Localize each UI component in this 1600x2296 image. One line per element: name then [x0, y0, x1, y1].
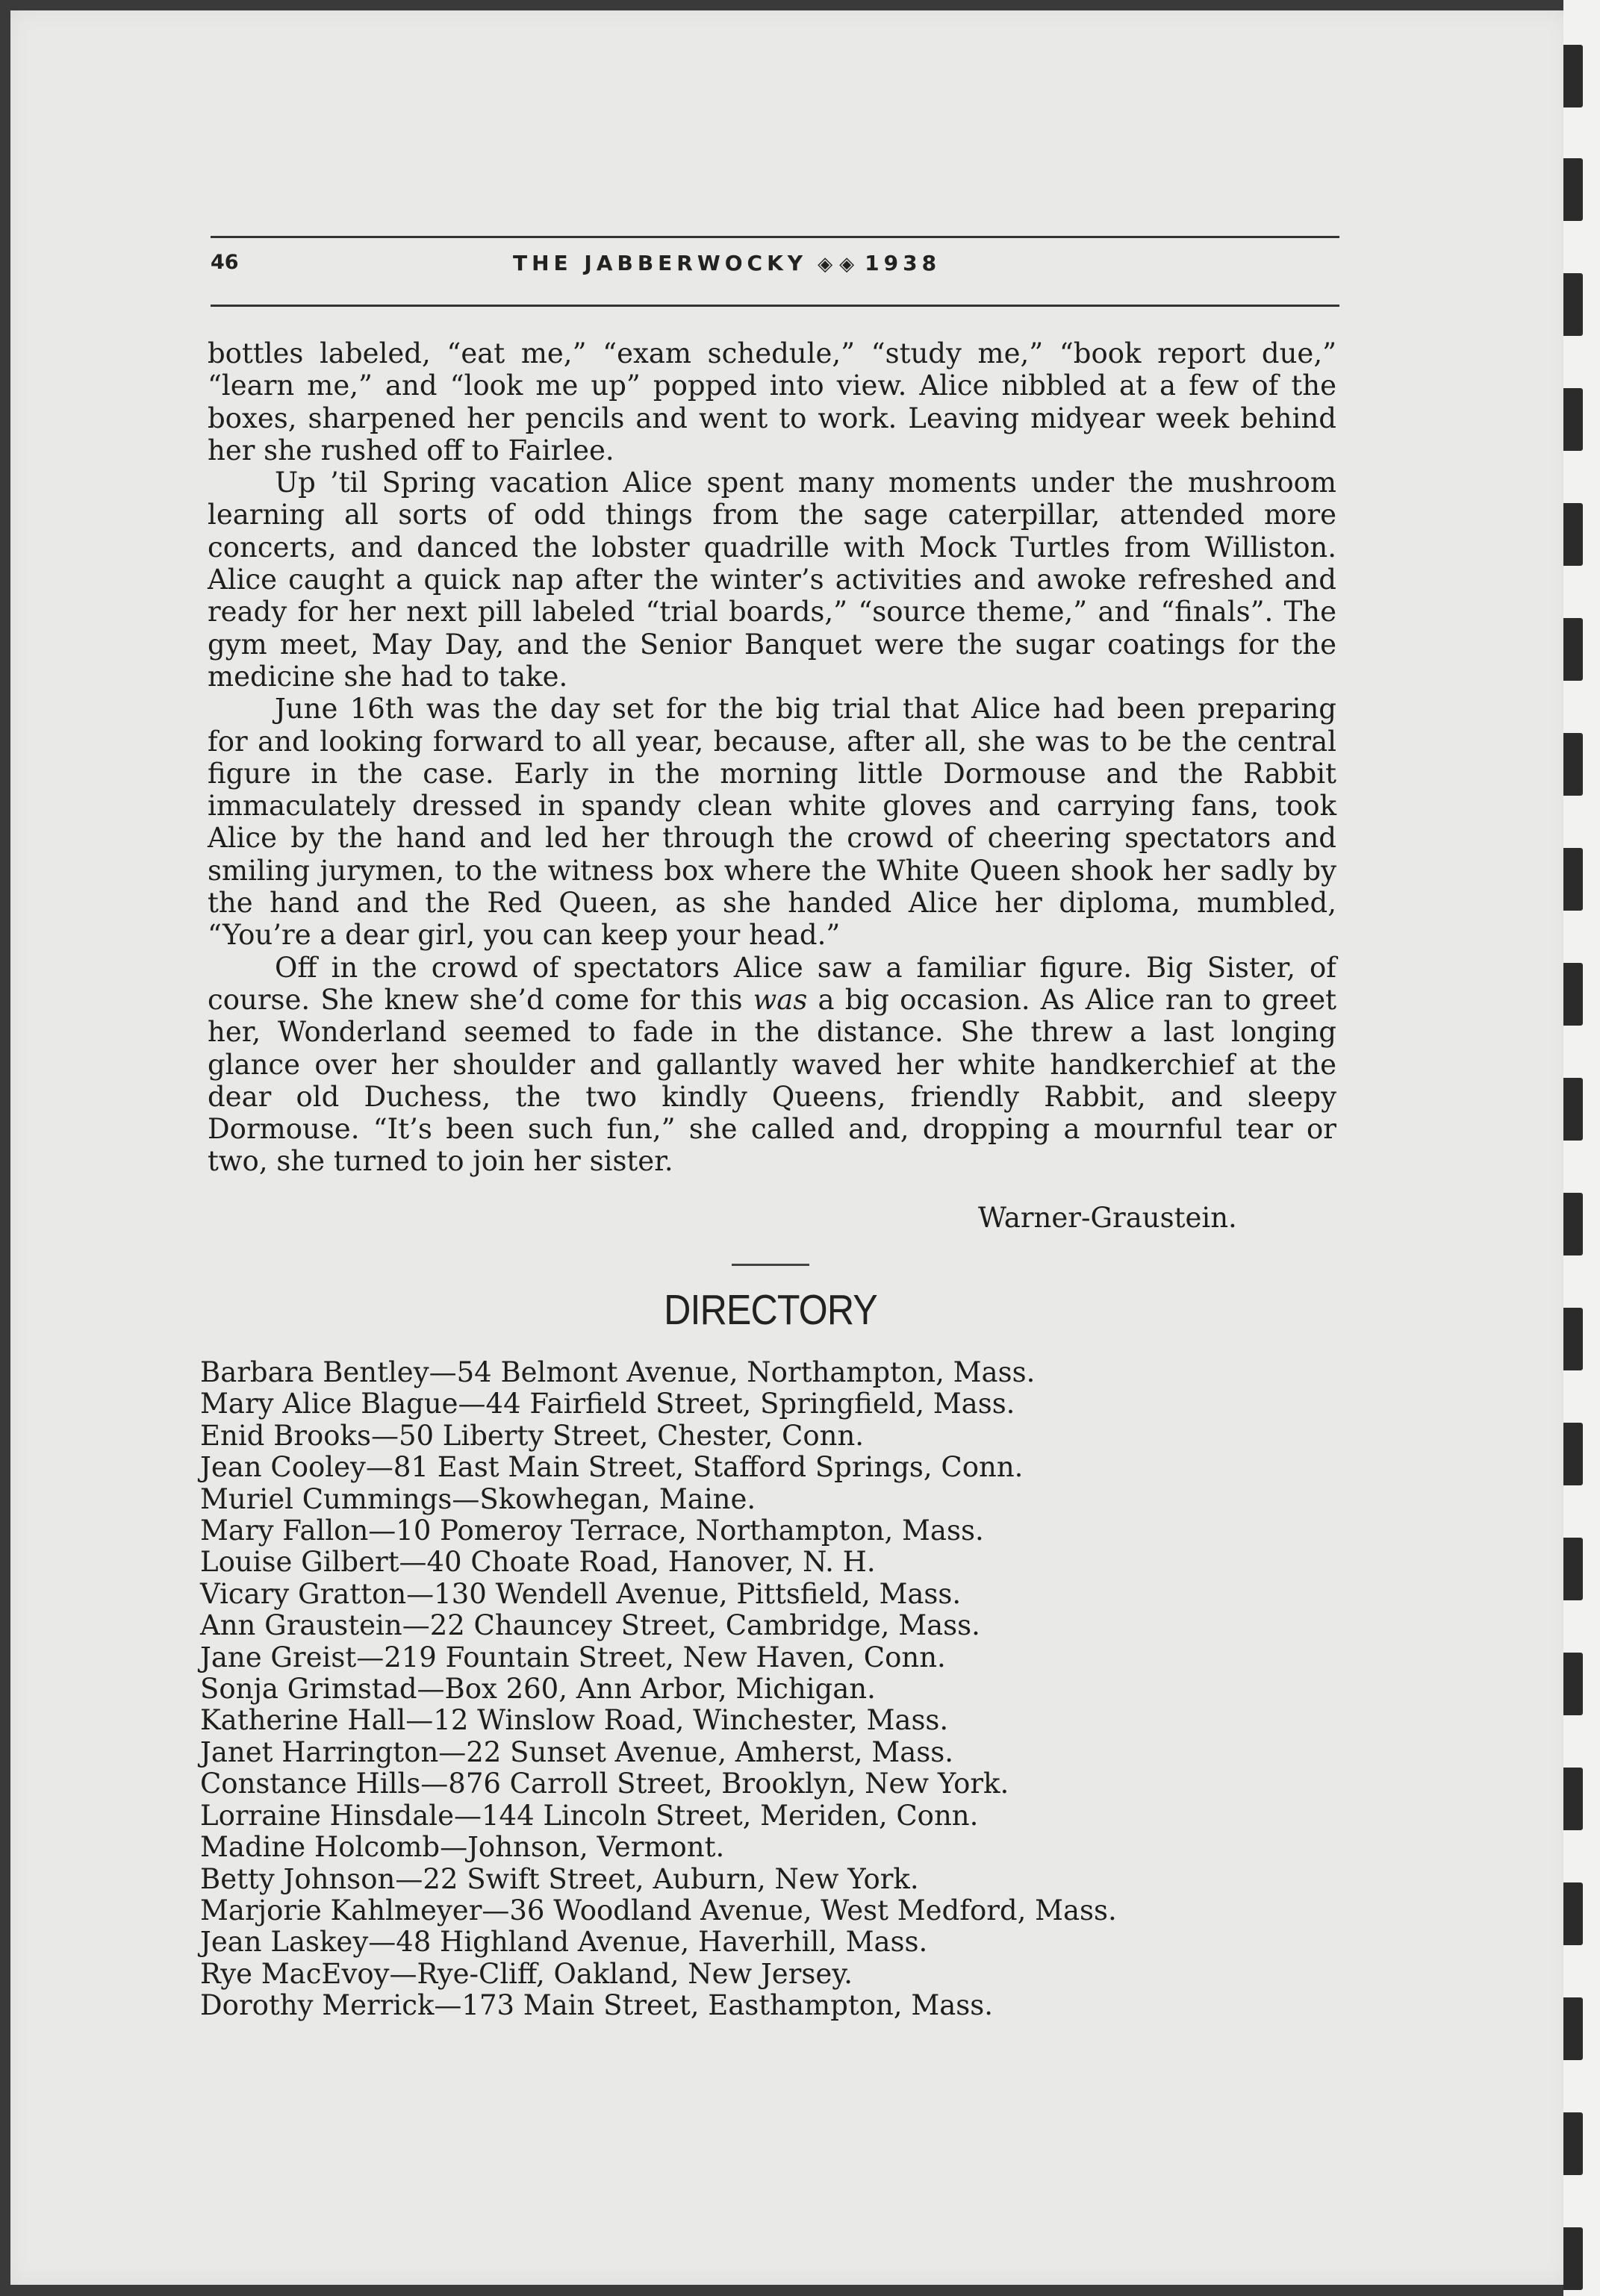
directory-entry: Rye MacEvoy—Rye-Cliff, Oakland, New Jersey. [200, 1957, 853, 1990]
binding-hole [1563, 618, 1583, 681]
directory-entry: Madine Holcomb—Johnson, Vermont. [200, 1831, 725, 1864]
directory-entry: Enid Brooks—50 Liberty Street, Chester, Conn. [200, 1419, 865, 1452]
article-paragraph: bottles labeled, “eat me,” “exam schedule,” “study me,” “book report due,” “learn me,” and “look me up” popped into view. Alice nibbled at a few of the boxes, sharpened her pencils and went to work. Leaving midyear week behind her she rushed off to Fairlee. [208, 337, 1336, 467]
directory-entry: Lorraine Hinsdale—144 Lincoln Street, Meriden, Conn. [200, 1799, 979, 1832]
publication-year: 1938 [865, 251, 941, 275]
binding-hole [1563, 388, 1583, 451]
binding-hole [1563, 848, 1583, 911]
author-signature: Warner-Graustein. [978, 1202, 1237, 1234]
binding-hole [1563, 2227, 1583, 2290]
diamond-ornament: ◈ ◈ [818, 253, 855, 275]
binding-hole [1563, 2112, 1583, 2175]
paragraph-text: Off in the crowd of spectators Alice saw a familiar figure. Big Sister, of course. She knew she’d come for this [208, 951, 1336, 1016]
binding-hole [1563, 1653, 1583, 1715]
spiral-binding [1563, 0, 1600, 2296]
binding-hole [1563, 503, 1583, 566]
section-divider [732, 1264, 809, 1266]
directory-entry: Vicary Gratton—130 Wendell Avenue, Pittsfield, Mass. [200, 1577, 962, 1610]
directory-entry: Mary Alice Blague—44 Fairfield Street, Springfield, Mass. [200, 1388, 1015, 1420]
journal-name: THE JABBERWOCKY [513, 251, 808, 275]
directory-entry: Marjorie Kahlmeyer—36 Woodland Avenue, West Medford, Mass. [200, 1894, 1117, 1927]
binding-hole [1563, 733, 1583, 796]
binding-hole [1563, 273, 1583, 336]
article-paragraph [208, 952, 1336, 1178]
directory-entry: Jean Laskey—48 Highland Avenue, Haverhill, Mass. [200, 1926, 928, 1959]
binding-hole [1563, 1882, 1583, 1945]
paragraph-text: a big occasion. As Alice ran to greet her, Wonderland seemed to fade in the distance. She threw a last longing glance over her shoulder and gallantly waved her white handkerchief at the dear old Duchess, the two kindly Queens, friendly Rabbit, and sleepy Dormouse. “It’s been such fun,” she called and, dropping a mournful tear or two, she turned to join her sister. [208, 983, 1336, 1178]
directory-entry: Louise Gilbert—40 Choate Road, Hanover, N. H. [200, 1546, 876, 1579]
header-top-rule [211, 236, 1339, 238]
publication-title [513, 251, 941, 275]
binding-hole [1563, 45, 1583, 107]
directory-entry: Betty Johnson—22 Swift Street, Auburn, New York. [200, 1862, 919, 1895]
binding-hole [1563, 1997, 1583, 2060]
directory-entry: Jane Greist—219 Fountain Street, New Haven, Conn. [200, 1641, 946, 1673]
directory-entry: Sonja Grimstad—Box 260, Ann Arbor, Michigan. [200, 1673, 876, 1706]
binding-hole [1563, 158, 1583, 221]
directory-entry: Katherine Hall—12 Winslow Road, Winchester, Mass. [200, 1704, 949, 1737]
page-number: 46 [211, 251, 239, 274]
binding-hole [1563, 1423, 1583, 1485]
binding-hole [1563, 1768, 1583, 1830]
directory-entry: Muriel Cummings—Skowhegan, Maine. [200, 1482, 756, 1515]
article-paragraph: Up ’til Spring vacation Alice spent many moments under the mushroom learning all sorts of odd things from the sage caterpillar, attended more concerts, and danced the lobster quadrille with Mock Turtles from Williston. Alice caught a quick nap after the winter’s activities and awoke refreshed and ready for her next pill labeled “trial boards,” “source theme,” and “finals”. The gym meet, May Day, and the Senior Banquet were the sugar coatings for the medicine she had to take. [208, 467, 1336, 693]
directory-heading: DIRECTORY [664, 1286, 877, 1334]
directory-entry: Mary Fallon—10 Pomeroy Terrace, Northampton, Mass. [200, 1514, 984, 1547]
binding-hole [1563, 1308, 1583, 1370]
binding-hole [1563, 1538, 1583, 1600]
directory-entry: Janet Harrington—22 Sunset Avenue, Amherst, Mass. [200, 1735, 954, 1768]
article-paragraph: June 16th was the day set for the big trial that Alice had been preparing for and looking forward to all year, because, after all, she was to be the central figure in the case. Early in the morning little Dormouse and the Rabbit immaculately dressed in spandy clean white gloves and carrying fans, took Alice by the hand and led her through the crowd of cheering spectators and smiling jurymen, to the witness box where the White Queen shook her sadly by the hand and the Red Queen, as she handed Alice her diploma, mumbled, “You’re a dear girl, you can keep your head.” [208, 693, 1336, 952]
emphasized-word: was [753, 983, 808, 1016]
binding-hole [1563, 1193, 1583, 1255]
binding-hole [1563, 963, 1583, 1026]
article-body [208, 337, 1336, 1178]
binding-hole [1563, 1078, 1583, 1141]
header-bottom-rule [211, 305, 1339, 307]
directory-entry: Ann Graustein—22 Chauncey Street, Cambridge, Mass. [200, 1609, 980, 1642]
directory-entry: Barbara Bentley—54 Belmont Avenue, Northampton, Mass. [200, 1356, 1036, 1388]
directory-list [200, 1357, 1117, 2022]
directory-entry: Constance Hills—876 Carroll Street, Brooklyn, New York. [200, 1768, 1009, 1800]
running-header [211, 251, 1339, 284]
directory-entry: Dorothy Merrick—173 Main Street, Easthampton, Mass. [200, 1989, 993, 2022]
directory-entry: Jean Cooley—81 East Main Street, Stafford Springs, Conn. [200, 1451, 1024, 1484]
